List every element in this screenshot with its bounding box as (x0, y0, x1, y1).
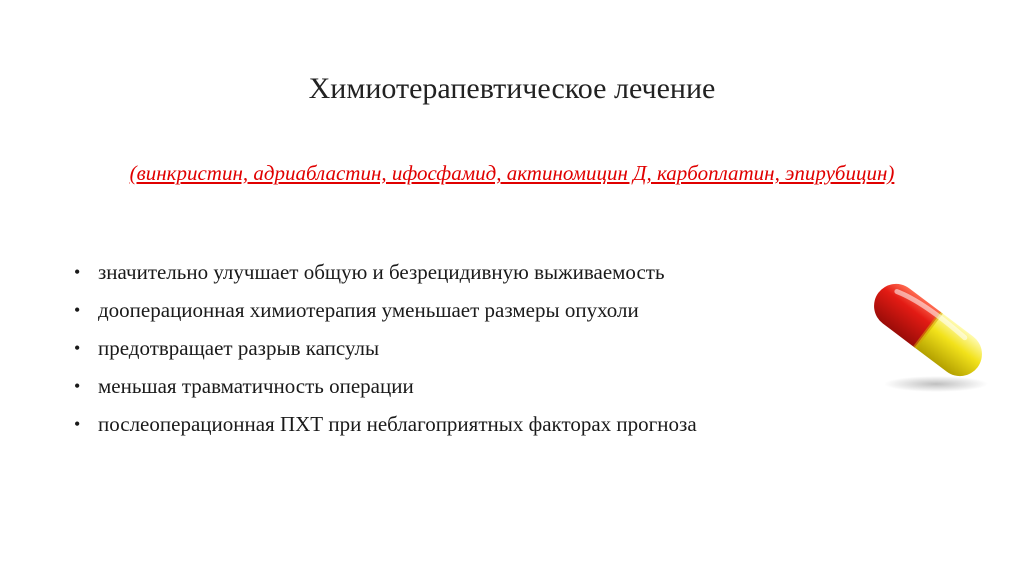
bullet-text: предотвращает разрыв капсулы (98, 336, 380, 360)
slide-title: Химиотерапевтическое лечение (308, 72, 716, 105)
bullet-marker: • (74, 414, 81, 434)
bullet-text: дооперационная химиотерапия уменьшает размеры опухоли (98, 298, 639, 322)
bullet-text: послеоперационная ПХТ при неблагоприятных факторах прогноза (98, 412, 697, 436)
bullet-item (72, 336, 852, 361)
bullet-marker: • (74, 262, 81, 282)
bullet-item (72, 298, 852, 323)
bullet-text: меньшая травматичность операции (98, 374, 414, 398)
bullet-item (72, 412, 852, 437)
bullet-item (72, 374, 852, 399)
bullet-marker: • (74, 300, 81, 320)
capsule-pill-icon (858, 268, 998, 398)
bullet-marker: • (74, 376, 81, 396)
bullet-item (72, 260, 852, 285)
bullet-marker: • (74, 338, 81, 358)
drug-list-subtitle: (винкристин, адриабластин, ифосфамид, актиномицин Д, карбоплатин, эпирубицин) (129, 161, 895, 185)
bullet-text: значительно улучшает общую и безрецидивную выживаемость (98, 260, 665, 284)
bullet-list (72, 260, 852, 450)
